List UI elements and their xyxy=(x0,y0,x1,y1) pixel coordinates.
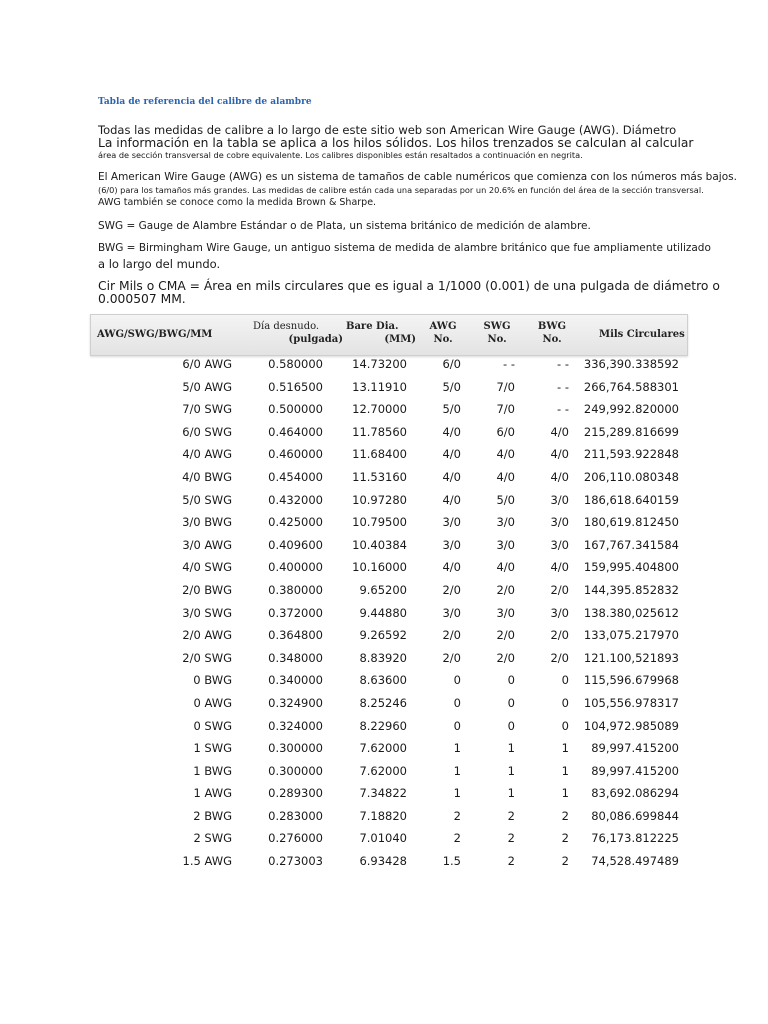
table-cell: 0.276000 xyxy=(268,831,323,846)
table-cell: 5/0 xyxy=(442,379,461,394)
table-cell: 1 xyxy=(453,741,461,756)
table-cell: 89,997.415200 xyxy=(591,763,679,778)
table-cell: 9.26592 xyxy=(359,628,407,643)
table-cell: 0.460000 xyxy=(268,447,323,462)
table-cell: 7.01040 xyxy=(359,831,407,846)
table-cell: 9.65200 xyxy=(359,582,407,597)
header-bare-mm xyxy=(346,320,416,346)
awg-line-2: (6/0) para los tamaños más grandes. Las medidas de calibre están cada una separadas por un 20.6% en función del área de la sección transversal. xyxy=(98,185,704,195)
table-cell: 3/0 xyxy=(550,605,569,620)
swg-paragraph: SWG = Gauge de Alambre Estándar o de Plata, un sistema británico de medición de alambre. xyxy=(98,220,591,232)
table-cell: 11.53160 xyxy=(352,469,407,484)
header-bwg-no xyxy=(534,320,570,346)
table-cell: 211,593.922848 xyxy=(583,447,679,462)
table-cell: 0 xyxy=(453,673,461,688)
table-row xyxy=(0,579,768,602)
table-cell: 10.16000 xyxy=(352,560,407,575)
table-cell: 2 BWG xyxy=(193,808,232,823)
table-cell: 7/0 SWG xyxy=(182,402,232,417)
bwg-line-1: BWG = Birmingham Wire Gauge, un antiguo sistema de medida de alambre británico que fue ampliamente utilizado xyxy=(98,242,711,254)
table-row xyxy=(0,760,768,783)
table-row xyxy=(0,692,768,715)
table-row xyxy=(0,805,768,828)
table-cell: 2 xyxy=(561,808,569,823)
table-cell: 83,692.086294 xyxy=(591,786,679,801)
table-cell: 133,075.217970 xyxy=(583,628,679,643)
awg-line-1: El American Wire Gauge (AWG) es un sistema de tamaños de cable numéricos que comienza con los números más bajos. xyxy=(98,171,737,183)
table-cell: 2 xyxy=(507,854,515,869)
table-cell: 1.5 xyxy=(442,854,461,869)
table-cell: 0.580000 xyxy=(268,357,323,371)
table-cell: 167,767.341584 xyxy=(583,537,679,552)
table-cell: 14.73200 xyxy=(352,357,407,371)
header-awg-no xyxy=(426,320,460,346)
table-cell: 6/0 xyxy=(496,424,515,439)
table-cell: 0.300000 xyxy=(268,763,323,778)
table-cell: 0.432000 xyxy=(268,492,323,507)
table-cell: 2/0 xyxy=(550,628,569,643)
table-cell: 10.79500 xyxy=(352,515,407,530)
table-cell: 5/0 SWG xyxy=(182,492,232,507)
header-mils: Mils Circulares xyxy=(599,329,685,340)
header-dia-inch-l1: Día desnudo. xyxy=(253,321,320,332)
table-cell: 1 AWG xyxy=(193,786,232,801)
table-cell: 105,556.978317 xyxy=(583,695,679,710)
table-cell: 138.380,025612 xyxy=(583,605,679,620)
table-cell: 1.5 AWG xyxy=(182,854,232,869)
table-cell: 2/0 xyxy=(550,650,569,665)
table-cell: 2/0 xyxy=(496,628,515,643)
awg-line-3: AWG también se conoce como la medida Brown & Sharpe. xyxy=(98,197,377,208)
table-cell: 3/0 xyxy=(550,537,569,552)
table-cell: 7/0 xyxy=(496,402,515,417)
table-cell: 3/0 xyxy=(442,537,461,552)
bwg-line-2: a lo largo del mundo. xyxy=(98,257,221,271)
table-cell: 3/0 xyxy=(442,515,461,530)
table-row xyxy=(0,398,768,421)
table-cell: 1 BWG xyxy=(193,763,232,778)
table-cell: 0.372000 xyxy=(268,605,323,620)
header-dia-inch-l2: (pulgada) xyxy=(288,334,343,345)
cma-line-2: 0.000507 MM. xyxy=(98,292,186,306)
table-row xyxy=(0,602,768,625)
table-cell: 7.34822 xyxy=(359,786,407,801)
table-cell: 4/0 xyxy=(442,492,461,507)
table-cell: 180,619.812450 xyxy=(583,515,679,530)
table-cell: 89,997.415200 xyxy=(591,741,679,756)
table-cell: 2/0 xyxy=(496,650,515,665)
table-cell: 0.380000 xyxy=(268,582,323,597)
table-cell: 336,390.338592 xyxy=(583,357,679,371)
table-cell: 266,764.588301 xyxy=(583,379,679,394)
table-body xyxy=(0,353,768,873)
header-dia-inch xyxy=(253,320,343,346)
table-cell: 4/0 xyxy=(442,469,461,484)
table-cell: 3/0 xyxy=(496,537,515,552)
table-row xyxy=(0,534,768,557)
table-cell: 2 SWG xyxy=(193,831,232,846)
table-cell: 1 xyxy=(453,786,461,801)
table-cell: 1 xyxy=(561,763,569,778)
table-cell: 0.400000 xyxy=(268,560,323,575)
table-cell: 8.83920 xyxy=(359,650,407,665)
table-cell: 7/0 xyxy=(496,379,515,394)
table-cell: 2/0 xyxy=(442,650,461,665)
table-cell: 1 xyxy=(507,786,515,801)
header-swg-l1: SWG xyxy=(483,321,511,332)
header-bwg-l2: No. xyxy=(542,334,562,345)
table-cell: 6.93428 xyxy=(359,854,407,869)
table-cell: 0 xyxy=(507,718,515,733)
table-row xyxy=(0,489,768,512)
table-cell: 0 xyxy=(561,673,569,688)
table-cell: 5/0 xyxy=(496,492,515,507)
table-cell: 121.100,521893 xyxy=(583,650,679,665)
table-cell: 4/0 BWG xyxy=(182,469,232,484)
intro-line-2: La información en la tabla se aplica a los hilos sólidos. Los hilos trenzados se calculan al calcular xyxy=(98,136,694,150)
table-cell: 0 xyxy=(453,718,461,733)
header-bare-mm-l2: (MM) xyxy=(384,334,416,345)
table-cell: 2/0 BWG xyxy=(182,582,232,597)
table-cell: 115,596.679968 xyxy=(583,673,679,688)
cma-line-1: Cir Mils o CMA = Área en mils circulares que es igual a 1/1000 (0.001) de una pulgada de diámetro o xyxy=(98,279,720,293)
table-cell: 80,086.699844 xyxy=(591,808,679,823)
intro-line-3: área de sección transversal de cobre equivalente. Los calibres disponibles están resaltados a continuación en negrita. xyxy=(98,150,583,160)
table-row xyxy=(0,466,768,489)
table-cell: 104,972.985089 xyxy=(583,718,679,733)
table-cell: 249,992.820000 xyxy=(583,402,679,417)
table-cell: 186,618.640159 xyxy=(583,492,679,507)
table-row xyxy=(0,421,768,444)
table-cell: - - xyxy=(557,357,569,371)
table-cell: 0.348000 xyxy=(268,650,323,665)
table-cell: 2 xyxy=(561,831,569,846)
table-cell: 215,289.816699 xyxy=(583,424,679,439)
table-cell: 4/0 SWG xyxy=(182,560,232,575)
table-cell: 74,528.497489 xyxy=(591,854,679,869)
table-cell: 3/0 xyxy=(496,515,515,530)
table-cell: 0.289300 xyxy=(268,786,323,801)
table-cell: 1 xyxy=(507,763,515,778)
table-cell: 1 xyxy=(507,741,515,756)
table-row xyxy=(0,556,768,579)
table-row xyxy=(0,511,768,534)
table-cell: 2 xyxy=(453,831,461,846)
table-cell: 3/0 xyxy=(550,515,569,530)
table-row xyxy=(0,669,768,692)
table-cell: 7.62000 xyxy=(359,763,407,778)
table-cell: 0.425000 xyxy=(268,515,323,530)
table-cell: 4/0 AWG xyxy=(182,447,232,462)
table-cell: 4/0 xyxy=(550,447,569,462)
table-cell: 0.454000 xyxy=(268,469,323,484)
table-cell: 5/0 AWG xyxy=(182,379,232,394)
header-swg-no xyxy=(480,320,514,346)
table-cell: 2 xyxy=(507,831,515,846)
table-cell: 11.78560 xyxy=(352,424,407,439)
table-row xyxy=(0,647,768,670)
table-cell: 3/0 xyxy=(550,492,569,507)
table-cell: 0 xyxy=(507,695,515,710)
table-cell: 3/0 AWG xyxy=(182,537,232,552)
intro-line-1: Todas las medidas de calibre a lo largo de este sitio web son American Wire Gauge (AWG). Diámetro xyxy=(98,123,677,137)
table-row xyxy=(0,850,768,873)
table-cell: 4/0 xyxy=(442,447,461,462)
table-cell: 2 xyxy=(561,854,569,869)
table-cell: 4/0 xyxy=(496,469,515,484)
table-cell: 2/0 AWG xyxy=(182,628,232,643)
header-gauge: AWG/SWG/BWG/MM xyxy=(97,329,213,340)
table-cell: 0.283000 xyxy=(268,808,323,823)
table-row xyxy=(0,737,768,760)
table-cell: 7.62000 xyxy=(359,741,407,756)
table-cell: 0 xyxy=(453,695,461,710)
table-cell: 8.25246 xyxy=(359,695,407,710)
table-cell: - - xyxy=(503,357,515,371)
table-cell: 7.18820 xyxy=(359,808,407,823)
table-cell: 4/0 xyxy=(550,424,569,439)
table-cell: 3/0 xyxy=(496,605,515,620)
table-cell: 0 xyxy=(507,673,515,688)
table-cell: 6/0 SWG xyxy=(182,424,232,439)
table-cell: 159,995.404800 xyxy=(583,560,679,575)
table-cell: 9.44880 xyxy=(359,605,407,620)
table-cell: 0.364800 xyxy=(268,628,323,643)
table-cell: 0 BWG xyxy=(193,673,232,688)
table-cell: 5/0 xyxy=(442,402,461,417)
table-cell: 4/0 xyxy=(550,469,569,484)
table-cell: 0.324900 xyxy=(268,695,323,710)
page-title: Tabla de referencia del calibre de alambre xyxy=(98,97,312,107)
table-cell: 2/0 xyxy=(496,582,515,597)
table-cell: 13.11910 xyxy=(352,379,407,394)
table-cell: 12.70000 xyxy=(352,402,407,417)
table-header xyxy=(90,314,688,356)
header-swg-l2: No. xyxy=(487,334,507,345)
table-cell: 4/0 xyxy=(442,424,461,439)
table-cell: 2/0 SWG xyxy=(182,650,232,665)
table-cell: 6/0 xyxy=(442,357,461,371)
table-cell: 1 xyxy=(561,786,569,801)
header-bare-mm-l1: Bare Dia. xyxy=(346,321,399,332)
table-cell: 3/0 BWG xyxy=(182,515,232,530)
table-row xyxy=(0,624,768,647)
table-cell: 3/0 xyxy=(442,605,461,620)
table-cell: 144,395.852832 xyxy=(583,582,679,597)
table-cell: 2/0 xyxy=(442,582,461,597)
table-cell: 0 SWG xyxy=(193,718,232,733)
table-cell: 0.464000 xyxy=(268,424,323,439)
table-cell: 0 xyxy=(561,718,569,733)
table-cell: 0 AWG xyxy=(193,695,232,710)
table-row xyxy=(0,715,768,738)
table-cell: 3/0 SWG xyxy=(182,605,232,620)
table-cell: 6/0 AWG xyxy=(182,357,232,371)
table-cell: 0.324000 xyxy=(268,718,323,733)
table-row xyxy=(0,827,768,850)
table-cell: 2/0 xyxy=(550,582,569,597)
table-row xyxy=(0,353,768,376)
table-cell: 76,173.812225 xyxy=(591,831,679,846)
table-cell: - - xyxy=(557,402,569,417)
table-cell: 2/0 xyxy=(442,628,461,643)
table-cell: 0.409600 xyxy=(268,537,323,552)
table-cell: 1 xyxy=(561,741,569,756)
table-cell: 206,110.080348 xyxy=(583,469,679,484)
table-cell: 0.300000 xyxy=(268,741,323,756)
header-awg-l2: No. xyxy=(433,334,453,345)
table-row xyxy=(0,782,768,805)
table-row xyxy=(0,443,768,466)
table-cell: 0.516500 xyxy=(268,379,323,394)
table-cell: 4/0 xyxy=(550,560,569,575)
table-cell: 0.273003 xyxy=(268,854,323,869)
table-cell: 1 SWG xyxy=(193,741,232,756)
table-cell: 0 xyxy=(561,695,569,710)
table-cell: 4/0 xyxy=(496,447,515,462)
table-cell: 8.22960 xyxy=(359,718,407,733)
header-awg-l1: AWG xyxy=(429,321,457,332)
table-cell: 1 xyxy=(453,763,461,778)
table-cell: 11.68400 xyxy=(352,447,407,462)
table-cell: 10.97280 xyxy=(352,492,407,507)
table-cell: - - xyxy=(557,379,569,394)
header-bwg-l1: BWG xyxy=(537,321,567,332)
table-cell: 2 xyxy=(453,808,461,823)
table-cell: 2 xyxy=(507,808,515,823)
table-cell: 0.340000 xyxy=(268,673,323,688)
table-cell: 8.63600 xyxy=(359,673,407,688)
table-cell: 4/0 xyxy=(496,560,515,575)
table-cell: 10.40384 xyxy=(352,537,407,552)
table-row xyxy=(0,376,768,399)
table-cell: 0.500000 xyxy=(268,402,323,417)
table-cell: 4/0 xyxy=(442,560,461,575)
